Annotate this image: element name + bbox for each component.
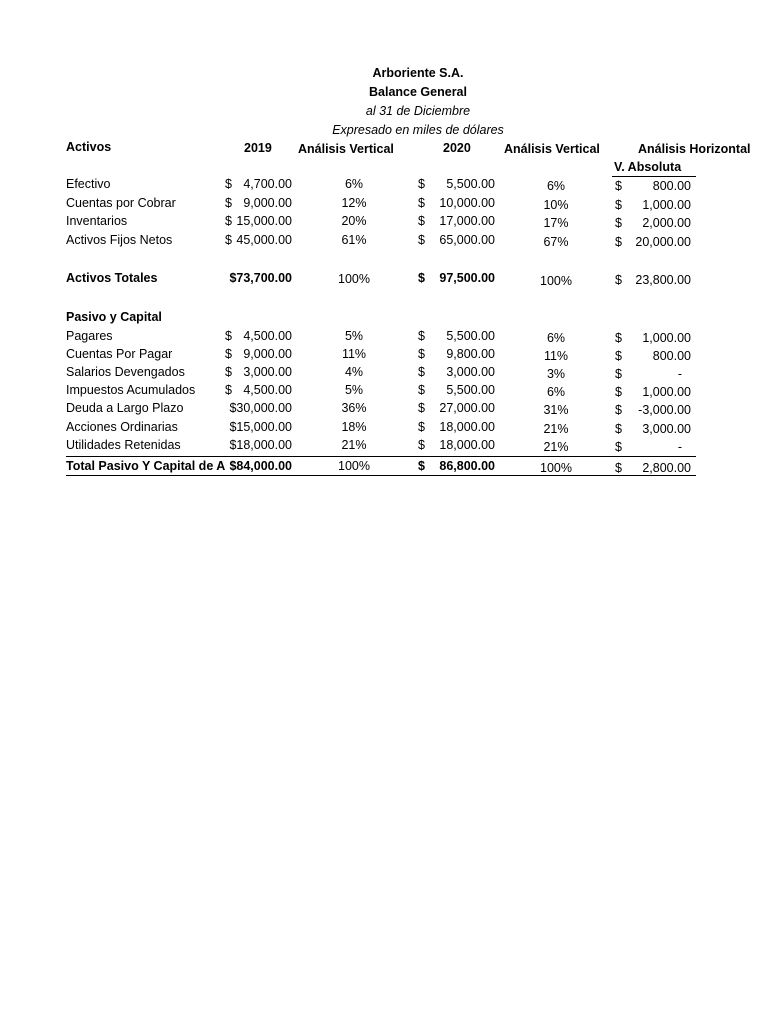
currency-symbol: $ [615,235,622,250]
liability-row-value-2019: 9,000.00 [243,347,292,362]
currency-symbol: $ [418,401,425,416]
liability-row-pct-2019: 21% [341,437,367,452]
asset-row-value-2019: 4,700.00 [243,177,292,191]
liability-row-pct-2019: 5% [344,383,364,398]
total-assets-label: Activos Totales [66,271,158,285]
currency-symbol: $ [418,459,425,473]
liability-row-label: Pagares [66,329,113,343]
liability-row-label: Utilidades Retenidas [66,437,181,452]
col-header-vertical-2020: Análisis Vertical [504,142,600,156]
liability-row-value-2020: 9,800.00 [446,347,495,362]
liability-row-value-2019: $30,000.00 [229,401,292,416]
total-assets-2019: $73,700.00 [229,271,292,285]
asset-row-abs: 2,000.00 [642,216,691,231]
currency-symbol: $ [418,365,425,380]
currency-symbol: $ [225,233,232,248]
asset-row-pct-2020: 67% [543,235,569,250]
liability-row-label: Cuentas Por Pagar [66,347,173,362]
currency-symbol: $ [225,365,232,380]
liability-row-label: Deuda a Largo Plazo [66,401,184,416]
asset-row-label: Efectivo [66,177,111,191]
col-header-2019: 2019 [244,141,272,155]
asset-row-label: Activos Fijos Netos [66,233,173,248]
currency-symbol: $ [225,195,232,210]
col-header-absolute: V. Absoluta [614,160,682,174]
liability-row-label: Acciones Ordinarias [66,419,178,434]
currency-symbol: $ [418,437,425,452]
col-header-assets: Activos [66,140,112,154]
liability-row-label: Salarios Devengados [66,365,185,380]
currency-symbol: $ [418,271,425,285]
liability-row-pct-2020: 6% [546,331,566,345]
liability-row-pct-2020: 11% [543,349,569,364]
asset-row-abs: 20,000.00 [635,235,691,250]
total-liabilities-2019: $84,000.00 [229,459,292,473]
asset-row-value-2020: 17,000.00 [439,214,495,229]
currency-symbol: $ [615,461,622,475]
asset-row-value-2019: 15,000.00 [236,214,292,229]
liability-row-value-2019: 4,500.00 [243,329,292,343]
total-assets-pct-2020: 100% [540,274,572,288]
currency-symbol: $ [615,331,622,345]
statement-title: Balance General [369,85,467,99]
statement-date: al 31 de Diciembre [365,104,471,118]
liability-row-value-2020: 18,000.00 [439,437,495,452]
total-liabilities-abs: 2,800.00 [642,461,691,475]
asset-row-pct-2020: 17% [543,216,569,231]
total-liabilities-2020: 86,800.00 [439,459,495,473]
currency-symbol: $ [418,347,425,362]
liability-row-value-2019: 4,500.00 [243,383,292,398]
col-header-2020: 2020 [443,141,471,155]
col-header-horizontal: Análisis Horizontal [638,142,751,156]
liability-row-value-2019: $15,000.00 [229,419,292,434]
liability-row-pct-2019: 5% [344,329,364,343]
currency-symbol: $ [225,347,232,362]
currency-symbol: $ [615,421,622,436]
currency-symbol: $ [418,195,425,210]
total-liabilities-pct-2019: 100% [338,459,370,473]
asset-row-pct-2019: 61% [341,233,367,248]
col-header-vertical-2019: Análisis Vertical [298,142,394,156]
currency-symbol: $ [418,419,425,434]
currency-symbol: $ [615,197,622,212]
currency-symbol: $ [615,216,622,231]
liability-row-abs: - [677,367,682,382]
total-assets-abs: 23,800.00 [635,273,691,287]
asset-row-label: Cuentas por Cobrar [66,195,176,210]
currency-symbol: $ [418,177,425,191]
absolute-underline [612,176,696,177]
liability-row-pct-2019: 4% [344,365,364,380]
company-name: Arboriente S.A. [372,66,464,80]
liability-row-pct-2019: 18% [341,419,367,434]
asset-row-value-2019: 9,000.00 [243,195,292,210]
asset-row-pct-2019: 6% [344,177,364,191]
currency-symbol: $ [615,349,622,364]
asset-row-value-2020: 5,500.00 [446,177,495,191]
liability-row-abs: 1,000.00 [642,331,691,345]
currency-symbol: $ [225,329,232,343]
total-liabilities-pct-2020: 100% [540,461,572,475]
currency-symbol: $ [225,214,232,229]
liability-row-pct-2020: 21% [543,421,569,436]
liability-row-pct-2020: 31% [543,403,569,418]
total-top-border [66,456,696,457]
currency-symbol: $ [418,214,425,229]
currency-symbol: $ [225,383,232,398]
asset-row-abs: 800.00 [652,179,691,193]
total-liabilities-label: Total Pasivo Y Capital de A [66,459,226,473]
units-note: Expresado en miles de dólares [332,123,504,137]
liability-row-value-2020: 5,500.00 [446,329,495,343]
currency-symbol: $ [225,177,232,191]
asset-row-value-2020: 65,000.00 [439,233,495,248]
asset-row-pct-2019: 12% [341,195,367,210]
liability-row-abs: 1,000.00 [642,385,691,400]
liability-row-abs: - [677,439,682,454]
total-assets-2020: 97,500.00 [439,271,495,285]
asset-row-value-2020: 10,000.00 [439,195,495,210]
currency-symbol: $ [615,273,622,287]
liability-row-value-2019: 3,000.00 [243,365,292,380]
currency-symbol: $ [418,233,425,248]
currency-symbol: $ [615,403,622,418]
liability-row-abs: 800.00 [652,349,691,364]
currency-symbol: $ [418,329,425,343]
liability-row-value-2020: 3,000.00 [446,365,495,380]
liability-row-pct-2020: 6% [546,385,566,400]
asset-row-label: Inventarios [66,214,128,229]
currency-symbol: $ [615,179,622,193]
liability-row-pct-2020: 21% [543,439,569,454]
currency-symbol: $ [615,385,622,400]
liability-row-abs: -3,000.00 [638,403,691,418]
liability-row-value-2019: $18,000.00 [229,437,292,452]
asset-row-value-2019: 45,000.00 [236,233,292,248]
total-bottom-border [66,475,696,476]
liability-row-abs: 3,000.00 [642,421,691,436]
liability-row-value-2020: 18,000.00 [439,419,495,434]
liabilities-section-title: Pasivo y Capital [66,310,162,324]
asset-row-pct-2019: 20% [341,214,367,229]
liability-row-pct-2019: 36% [341,401,367,416]
liability-row-label: Impuestos Acumulados [66,383,196,398]
currency-symbol: $ [418,383,425,398]
liability-row-value-2020: 27,000.00 [439,401,495,416]
total-assets-pct-2019: 100% [338,272,370,286]
liability-row-pct-2020: 3% [546,367,566,382]
currency-symbol: $ [615,439,622,454]
asset-row-pct-2020: 6% [546,179,566,193]
currency-symbol: $ [615,367,622,382]
liability-row-pct-2019: 11% [341,347,367,362]
asset-row-pct-2020: 10% [543,197,569,212]
asset-row-abs: 1,000.00 [642,197,691,212]
liability-row-value-2020: 5,500.00 [446,383,495,398]
